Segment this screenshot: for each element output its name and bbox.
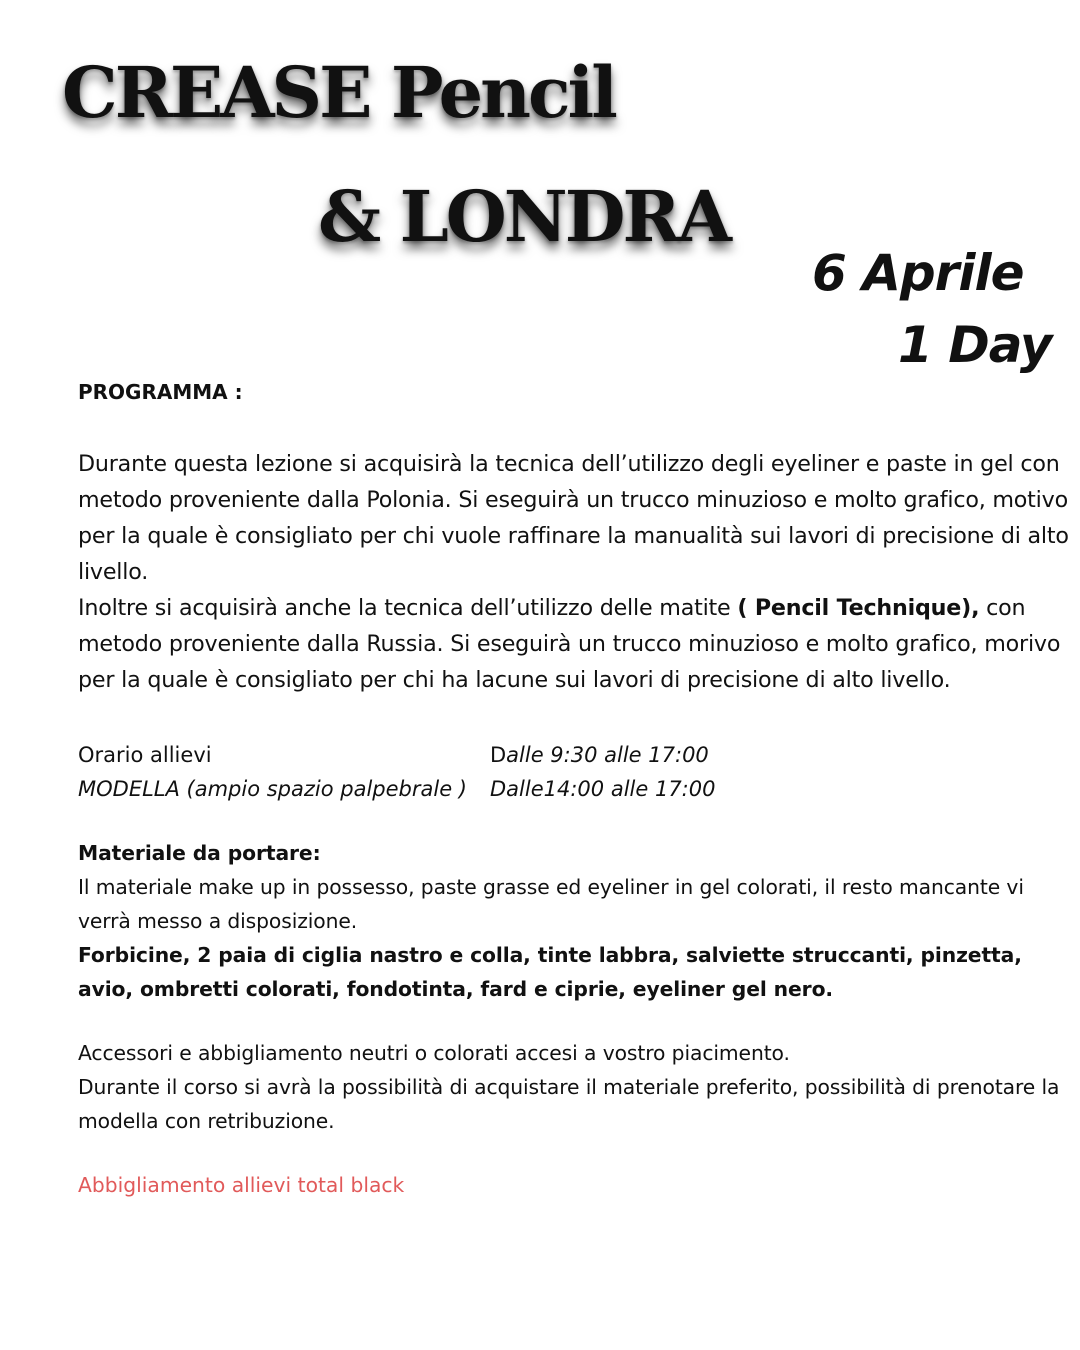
dress-code-note: Abbigliamento allievi total black — [78, 1173, 405, 1197]
schedule-students — [78, 738, 1078, 772]
program-label: PROGRAMMA : — [78, 380, 243, 404]
model-label: MODELLA (ampio spazio palpebrale ) — [78, 777, 467, 801]
date-line-2: 1 Day — [898, 316, 1052, 374]
accessories-line-2: Durante il corso si avrà la possibilità di acquistare il materiale preferito, possibilità di prenotare la modella con retribuzione. — [78, 1075, 1060, 1133]
schedule-model — [78, 772, 1078, 806]
date-line-1: 6 Aprile — [812, 244, 1024, 302]
paragraph-2-end: con metodo proveniente dalla Russia. Si eseguirà un trucco minuzioso e molto grafico, morivo per la quale è consigliato per chi ha lacune sui lavori di precisione di alto livello. — [78, 595, 1061, 693]
students-time: Dalle 9:30 alle 17:00 — [490, 743, 709, 767]
program-paragraph-1: Durante questa lezione si acquisirà la tecnica dell’utilizzo degli eyeliner e paste in gel con metodo proveniente dalla Polonia. Si eseguirà un trucco minuzioso e molto grafico, motivo per la quale è consigliato per chi vuole raffinare la manualità sui lavori di precisione di alto livello. — [78, 451, 1069, 585]
title-line-2: & LONDRA — [318, 175, 729, 258]
model-time: Dalle14:00 alle 17:00 — [490, 777, 716, 801]
materials-bold-list: Forbicine, 2 paia di ciglia nastro e colla, tinte labbra, salviette struccanti, pinzetta, avio, ombretti colorati, fondotinta, fard e ciprie, eyeliner gel nero. — [78, 943, 1022, 1001]
paragraph-2-start: Inoltre si acquisirà anche la tecnica dell’utilizzo delle matite — [78, 595, 738, 621]
title-line-1: CREASE Pencil — [62, 51, 615, 134]
materials-label: Materiale da portare: — [78, 841, 321, 865]
accessories-line-1: Accessori e abbigliamento neutri o colorati accesi a vostro piacimento. — [78, 1041, 790, 1065]
materials-text: Il materiale make up in possesso, paste grasse ed eyeliner in gel colorati, il resto mancante vi verrà messo a disposizione. — [78, 875, 1024, 933]
students-label: Orario allievi — [78, 743, 212, 767]
program-content — [78, 378, 1078, 1202]
program-paragraph-2 — [78, 590, 1078, 698]
pencil-technique-bold: ( Pencil Technique), — [737, 595, 980, 621]
